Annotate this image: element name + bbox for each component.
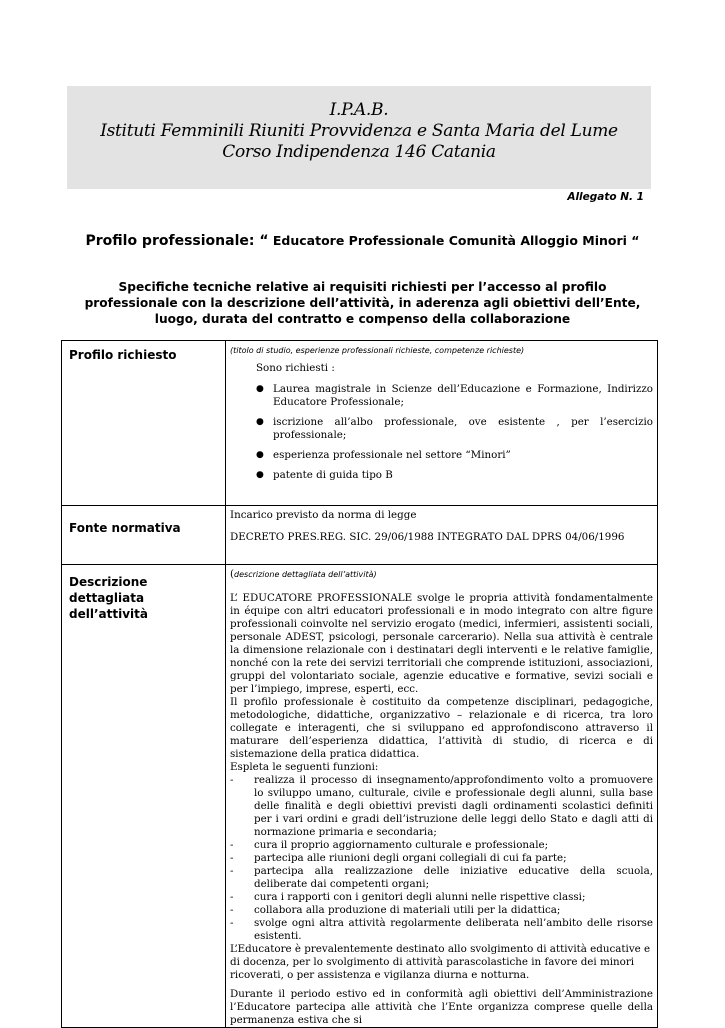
- list-item: [230, 917, 653, 943]
- function-text: collabora alla produzione di materiali utili per la didattica;: [254, 904, 561, 916]
- profile-table: [61, 340, 658, 1028]
- header-line-3: Corso Indipendenza 146 Catania: [222, 142, 496, 162]
- dash-marker: -: [230, 904, 234, 916]
- list-item: [230, 839, 653, 852]
- specifications-heading: Specifiche tecniche relative ai requisiti richiesti per l’accesso al profilo professionale con la descrizione dell’attività, in aderenza agli obiettivi dell’Ente, luogo, durata del contratto e compenso della collaborazione: [84, 280, 641, 326]
- table-row-fonte: [62, 506, 658, 565]
- fonte-line-1: Incarico previsto da norma di legge: [230, 509, 417, 521]
- header-line-1: I.P.A.B.: [329, 100, 389, 120]
- descrizione-note-line: [230, 568, 653, 581]
- profile-title: [0, 230, 725, 249]
- list-item: [230, 852, 653, 865]
- bullet-icon: ●: [256, 450, 264, 460]
- function-text: cura i rapporti con i genitori degli alunni nelle rispettive classi;: [254, 891, 586, 903]
- descrizione-paragraph-2: Il profilo professionale è costituito da competenze disciplinari, pedagogiche, metodologiche, didattiche, organizzativo – relazionale e di ricerca, tra loro collegate e interagenti, che si sviluppano ed approfondiscono attraverso il maturare dell’esperienza didattica, l’attività di studio, di ricerca e di sistemazione della pratica didattica.: [230, 696, 653, 760]
- profilo-label: Profilo richiesto: [62, 341, 226, 506]
- dash-marker: -: [230, 852, 234, 864]
- dash-marker: -: [230, 839, 234, 851]
- requirement-text: iscrizione all’albo professionale, ove esistente , per l’esercizio professionale;: [273, 416, 653, 441]
- function-text: cura il proprio aggiornamento culturale e professionale;: [254, 839, 549, 851]
- table-row-descrizione: [62, 565, 658, 1028]
- fonte-line-2: DECRETO PRES.REG. SIC. 29/06/1988 INTEGRATO DAL DPRS 04/06/1996: [230, 531, 625, 543]
- list-item: [230, 449, 653, 462]
- list-item: [230, 416, 653, 442]
- profile-title-value: Educatore Professionale Comunità Alloggio Minori “: [268, 233, 640, 248]
- descrizione-paragraph-3: Espleta le seguenti funzioni:: [230, 761, 379, 773]
- descrizione-note-paren: (: [230, 568, 235, 580]
- allegato-label: Allegato N. 1: [567, 191, 644, 203]
- dash-marker: -: [230, 917, 234, 929]
- bullet-icon: ●: [256, 470, 264, 480]
- fonte-label: Fonte normativa: [62, 506, 226, 565]
- profilo-content: [226, 341, 658, 506]
- list-item: [230, 891, 653, 904]
- descrizione-paragraph-5: Durante il periodo estivo ed in conformità agli obiettivi dell’Amministrazione l’Educatore partecipa alle attività che l’Ente organizza comprese quelle della permanenza estiva che si: [230, 988, 653, 1026]
- table-row-profilo: [62, 341, 658, 506]
- profilo-intro: Sono richiesti :: [256, 362, 335, 374]
- institution-header: [67, 86, 651, 189]
- descrizione-paragraph-4: L’Educatore è prevalentemente destinato allo svolgimento di attività educative e di docenza, per lo svolgimento di attività parascolastiche in favore dei minori ricoverati, o per assistenza e vigilanza diurna e notturna.: [230, 943, 651, 981]
- list-item: [230, 469, 653, 482]
- fonte-content: [226, 506, 658, 565]
- dash-marker: -: [230, 891, 234, 903]
- dash-marker: -: [230, 865, 234, 877]
- list-item: [230, 904, 653, 917]
- list-item: [230, 865, 653, 891]
- requirement-text: patente di guida tipo B: [273, 469, 393, 481]
- function-text: svolge ogni altra attività regolarmente deliberata nell’ambito delle risorse esistenti.: [254, 917, 653, 942]
- descrizione-content: [226, 565, 658, 1028]
- descrizione-paragraph-1: L’ EDUCATORE PROFESSIONALE svolge le propria attività fondamentalmente in équipe con altri educatori professionali e in modo integrato con altre figure professionali coinvolte nel servizio erogato (medici, infermieri, assistenti sociali, personale ADEST, psicologi, personale carcerario). Nella sua attività è centrale la dimensione relazionale con i destinatari degli interventi e le relative famiglie, nonché con la rete dei servizi territoriali che comprende istituzioni, associazioni, gruppi del volontariato sociale, agenzie educative e formative, sevizi sociali e per l’impiego, imprese, esperti, ecc.: [230, 592, 653, 695]
- bullet-icon: ●: [256, 384, 264, 394]
- header-line-2: Istituti Femminili Riuniti Provvidenza e Santa Maria del Lume: [100, 121, 618, 141]
- profilo-note: (titolo di studio, esperienze professionali richieste, competenze richieste): [230, 346, 525, 355]
- list-item: [230, 383, 653, 409]
- profile-title-label: Profilo professionale: “: [85, 233, 269, 249]
- function-text: partecipa alle riunioni degli organi collegiali di cui fa parte;: [254, 852, 567, 864]
- bullet-icon: ●: [256, 417, 264, 427]
- list-item: [230, 774, 653, 839]
- requirement-text: esperienza professionale nel settore “Minori”: [273, 449, 511, 461]
- dash-marker: -: [230, 774, 234, 786]
- descrizione-note: descrizione dettagliata dell’attività): [234, 570, 377, 579]
- function-text: realizza il processo di insegnamento/approfondimento volto a promuovere lo sviluppo umano, culturale, civile e professionale degli alunni, sulla base delle finalità e degli obiettivi previsti dagli ordinamenti scolastici definiti per i vari ordini e gradi dell’istruzione delle leggi dello Stato e dagli atti di normazione primaria e secondaria;: [254, 774, 653, 838]
- function-text: partecipa alla realizzazione delle iniziative educative della scuola, deliberate dai competenti organi;: [254, 865, 653, 890]
- requirement-text: Laurea magistrale in Scienze dell’Educazione e Formazione, Indirizzo Educatore Professionale;: [273, 383, 653, 408]
- descrizione-label: Descrizione dettagliata dell’attività: [62, 565, 226, 1028]
